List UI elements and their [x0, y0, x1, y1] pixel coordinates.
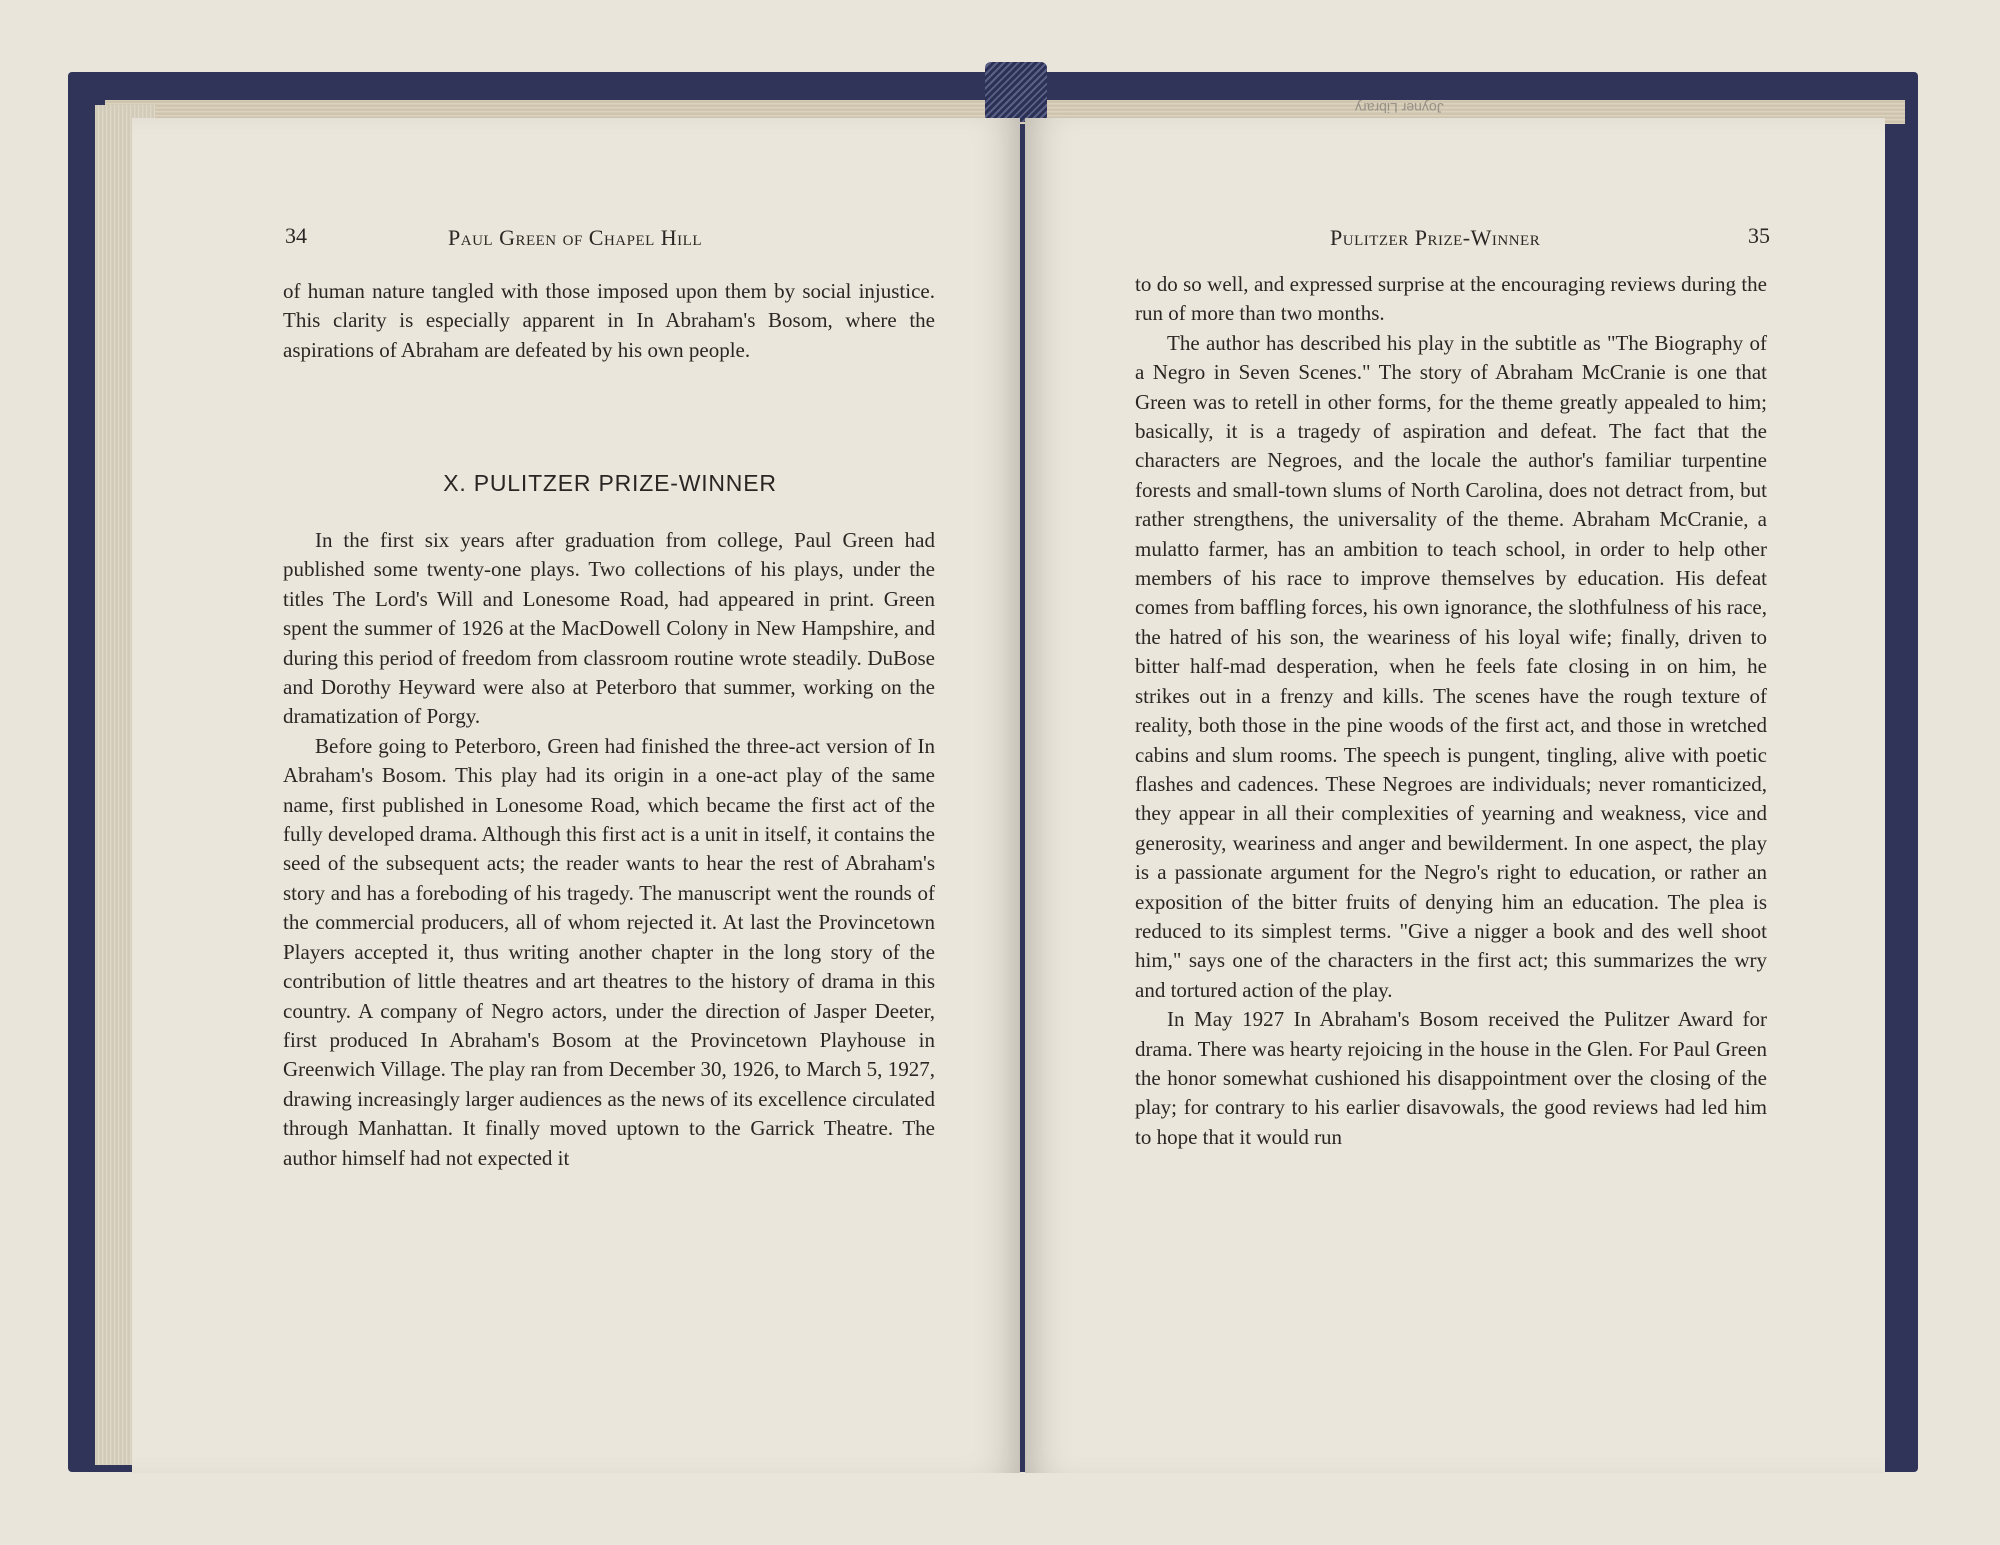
- left-paragraph-2: Before going to Peterboro, Green had finished the three-act version of In Abraham's Bosom. This play had its origin in a one-act play of the same name, first published in Lonesome Road, which became the first act of the fully developed drama. Although this first act is a unit in itself, it contains the seed of the subsequent acts; the reader wants to hear the rest of Abraham's story and has a foreboding of his tragedy. The manuscript went the rounds of the commercial producers, all of whom rejected it. At last the Provincetown Players accepted it, thus writing another chapter in the long story of the contribution of little theatres and art theatres to the history of drama in this country. A company of Negro actors, under the direction of Jasper Deeter, first produced In Abraham's Bosom at the Provincetown Playhouse in Greenwich Village. The play ran from December 30, 1926, to March 5, 1927, drawing increasingly larger audiences as the news of its excellence circulated through Manhattan. It finally moved uptown to the Garrick Theatre. The author himself had not expected it: [283, 733, 935, 1170]
- book-spine-binding: [985, 62, 1047, 122]
- library-stamp: Joyner Library: [1355, 100, 1444, 116]
- left-body-text: [283, 526, 935, 1173]
- left-paragraph-top: of human nature tangled with those imposed upon them by social injustice. This clarity is especially apparent in In Abraham's Bosom, where the aspirations of Abraham are defeated by his own people.: [283, 279, 935, 362]
- right-body-text: [1135, 270, 1767, 1152]
- left-running-head: Paul Green of Chapel Hill: [448, 225, 703, 250]
- right-running-head: Pulitzer Prize-Winner: [1330, 225, 1541, 250]
- right-page-number: 35: [1748, 223, 1770, 248]
- right-paragraph-2: In May 1927 In Abraham's Bosom received the Pulitzer Award for drama. There was hearty rejoicing in the house in the Glen. For Paul Green the honor somewhat cushioned his disappointment over the closing of the play; for contrary to his earlier disavowals, the good reviews had led him to hope that it would run: [1135, 1007, 1767, 1149]
- left-paragraph-1: In the first six years after graduation from college, Paul Green had published some twenty-one plays. Two collections of his plays, under the titles The Lord's Will and Lonesome Road, had appeared in print. Green spent the summer of 1926 at the MacDowell Colony in New Hampshire, and during this period of freedom from classroom routine wrote steadily. DuBose and Dorothy Heyward were also at Peterboro that summer, working on the dramatization of Porgy.: [283, 528, 935, 729]
- chapter-heading: X. PULITZER PRIZE-WINNER: [443, 470, 777, 496]
- right-paragraph-1: The author has described his play in the subtitle as "The Biography of a Negro in Seven Scenes." The story of Abraham McCranie is one that Green was to retell in other forms, for the theme greatly appealed to him; basically, it is a tragedy of aspiration and defeat. The fact that the characters are Negroes, and the locale the author's familiar turpentine forests and small-town slums of North Carolina, does not detract from, but rather strengthens, the universality of the theme. Abraham McCranie, a mulatto farmer, has an ambition to teach school, in order to help other members of his race to improve themselves by education. His defeat comes from baffling forces, his own ignorance, the slothfulness of his race, the hatred of his son, the weariness of his loyal wife; finally, driven to bitter half-mad desperation, when he feels fate closing in on him, he strikes out in a frenzy and kills. The scenes have the rough texture of reality, both those in the pine woods of the first act, and those in wretched cabins and slum rooms. The speech is pungent, tingling, alive with poetic flashes and cadences. These Negroes are individuals; never romanticized, they appear in all their complexities of yearning and weakness, vice and generosity, weariness and anger and bewilderment. In one aspect, the play is a passionate argument for the Negro's right to education, or rather an exposition of the bitter fruits of denying him an education. The plea is reduced to its simplest terms. "Give a nigger a book and des well shoot him," says one of the characters in the first act; this summarizes the wry and tortured action of the play.: [1135, 330, 1767, 1002]
- right-paragraph-top: to do so well, and expressed surprise at the encouraging reviews during the run of more than two months.: [1135, 272, 1767, 326]
- left-page-number: 34: [285, 223, 307, 248]
